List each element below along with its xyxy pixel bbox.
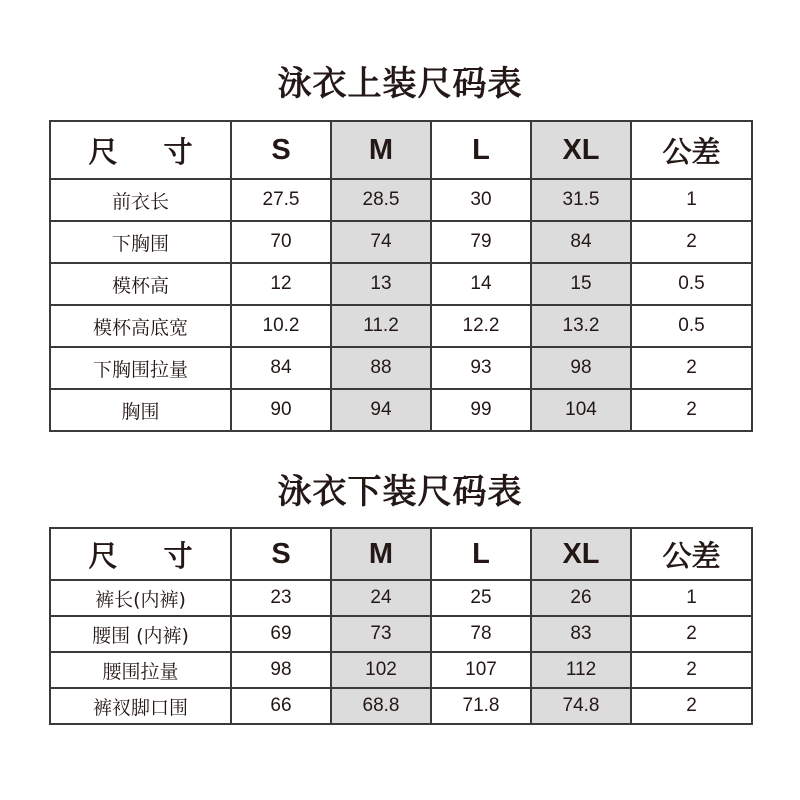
bottom-size-table	[49, 527, 753, 725]
cell-tolerance: 2	[631, 347, 752, 389]
table-row	[50, 347, 752, 389]
cell-s: 90	[231, 389, 331, 431]
cell-m: 74	[331, 221, 431, 263]
cell-tolerance: 1	[631, 580, 752, 616]
row-label: 前衣长	[50, 179, 231, 221]
header-m: M	[331, 528, 431, 580]
cell-xl: 104	[531, 389, 631, 431]
header-s: S	[231, 121, 331, 179]
row-label: 胸围	[50, 389, 231, 431]
table-row	[50, 580, 752, 616]
cell-m: 88	[331, 347, 431, 389]
table-row	[50, 179, 752, 221]
cell-xl: 112	[531, 652, 631, 688]
top-table-title: 泳衣上装尺码表	[277, 64, 523, 104]
cell-s: 70	[231, 221, 331, 263]
cell-m: 28.5	[331, 179, 431, 221]
cell-l: 30	[431, 179, 531, 221]
cell-tolerance: 2	[631, 688, 752, 724]
header-row	[50, 528, 752, 580]
cell-s: 69	[231, 616, 331, 652]
cell-m: 24	[331, 580, 431, 616]
header-xl: XL	[531, 528, 631, 580]
table-row	[50, 616, 752, 652]
table-row	[50, 688, 752, 724]
cell-tolerance: 2	[631, 221, 752, 263]
row-label: 裤长(内裤)	[50, 580, 231, 616]
cell-m: 13	[331, 263, 431, 305]
row-label: 模杯高底宽	[50, 305, 231, 347]
cell-tolerance: 0.5	[631, 263, 752, 305]
cell-m: 68.8	[331, 688, 431, 724]
table-row	[50, 305, 752, 347]
cell-xl: 74.8	[531, 688, 631, 724]
top-size-table	[49, 120, 753, 432]
cell-s: 98	[231, 652, 331, 688]
cell-xl: 84	[531, 221, 631, 263]
cell-xl: 26	[531, 580, 631, 616]
row-label: 裤衩脚口围	[50, 688, 231, 724]
header-m: M	[331, 121, 431, 179]
cell-l: 93	[431, 347, 531, 389]
cell-xl: 98	[531, 347, 631, 389]
header-l: L	[431, 528, 531, 580]
cell-m: 73	[331, 616, 431, 652]
cell-m: 94	[331, 389, 431, 431]
bottom-table-title: 泳衣下装尺码表	[277, 472, 523, 512]
row-label: 腰围拉量	[50, 652, 231, 688]
row-label: 模杯高	[50, 263, 231, 305]
cell-l: 78	[431, 616, 531, 652]
header-size-label: 尺 寸	[50, 121, 231, 179]
row-label: 下胸围	[50, 221, 231, 263]
header-s: S	[231, 528, 331, 580]
cell-xl: 15	[531, 263, 631, 305]
header-row	[50, 121, 752, 179]
cell-l: 99	[431, 389, 531, 431]
header-tolerance: 公差	[631, 528, 752, 580]
table-row	[50, 263, 752, 305]
cell-m: 11.2	[331, 305, 431, 347]
cell-l: 107	[431, 652, 531, 688]
header-l: L	[431, 121, 531, 179]
cell-tolerance: 2	[631, 616, 752, 652]
row-label: 下胸围拉量	[50, 347, 231, 389]
header-size-label: 尺 寸	[50, 528, 231, 580]
header-xl: XL	[531, 121, 631, 179]
cell-l: 79	[431, 221, 531, 263]
cell-l: 25	[431, 580, 531, 616]
cell-s: 12	[231, 263, 331, 305]
cell-xl: 83	[531, 616, 631, 652]
row-label: 腰围 (内裤)	[50, 616, 231, 652]
table-row	[50, 389, 752, 431]
cell-tolerance: 1	[631, 179, 752, 221]
cell-tolerance: 2	[631, 389, 752, 431]
cell-s: 27.5	[231, 179, 331, 221]
cell-l: 71.8	[431, 688, 531, 724]
cell-tolerance: 2	[631, 652, 752, 688]
cell-s: 84	[231, 347, 331, 389]
cell-tolerance: 0.5	[631, 305, 752, 347]
table-row	[50, 652, 752, 688]
cell-xl: 13.2	[531, 305, 631, 347]
cell-s: 10.2	[231, 305, 331, 347]
cell-xl: 31.5	[531, 179, 631, 221]
cell-s: 23	[231, 580, 331, 616]
cell-l: 12.2	[431, 305, 531, 347]
cell-m: 102	[331, 652, 431, 688]
table-row	[50, 221, 752, 263]
cell-s: 66	[231, 688, 331, 724]
header-tolerance: 公差	[631, 121, 752, 179]
cell-l: 14	[431, 263, 531, 305]
